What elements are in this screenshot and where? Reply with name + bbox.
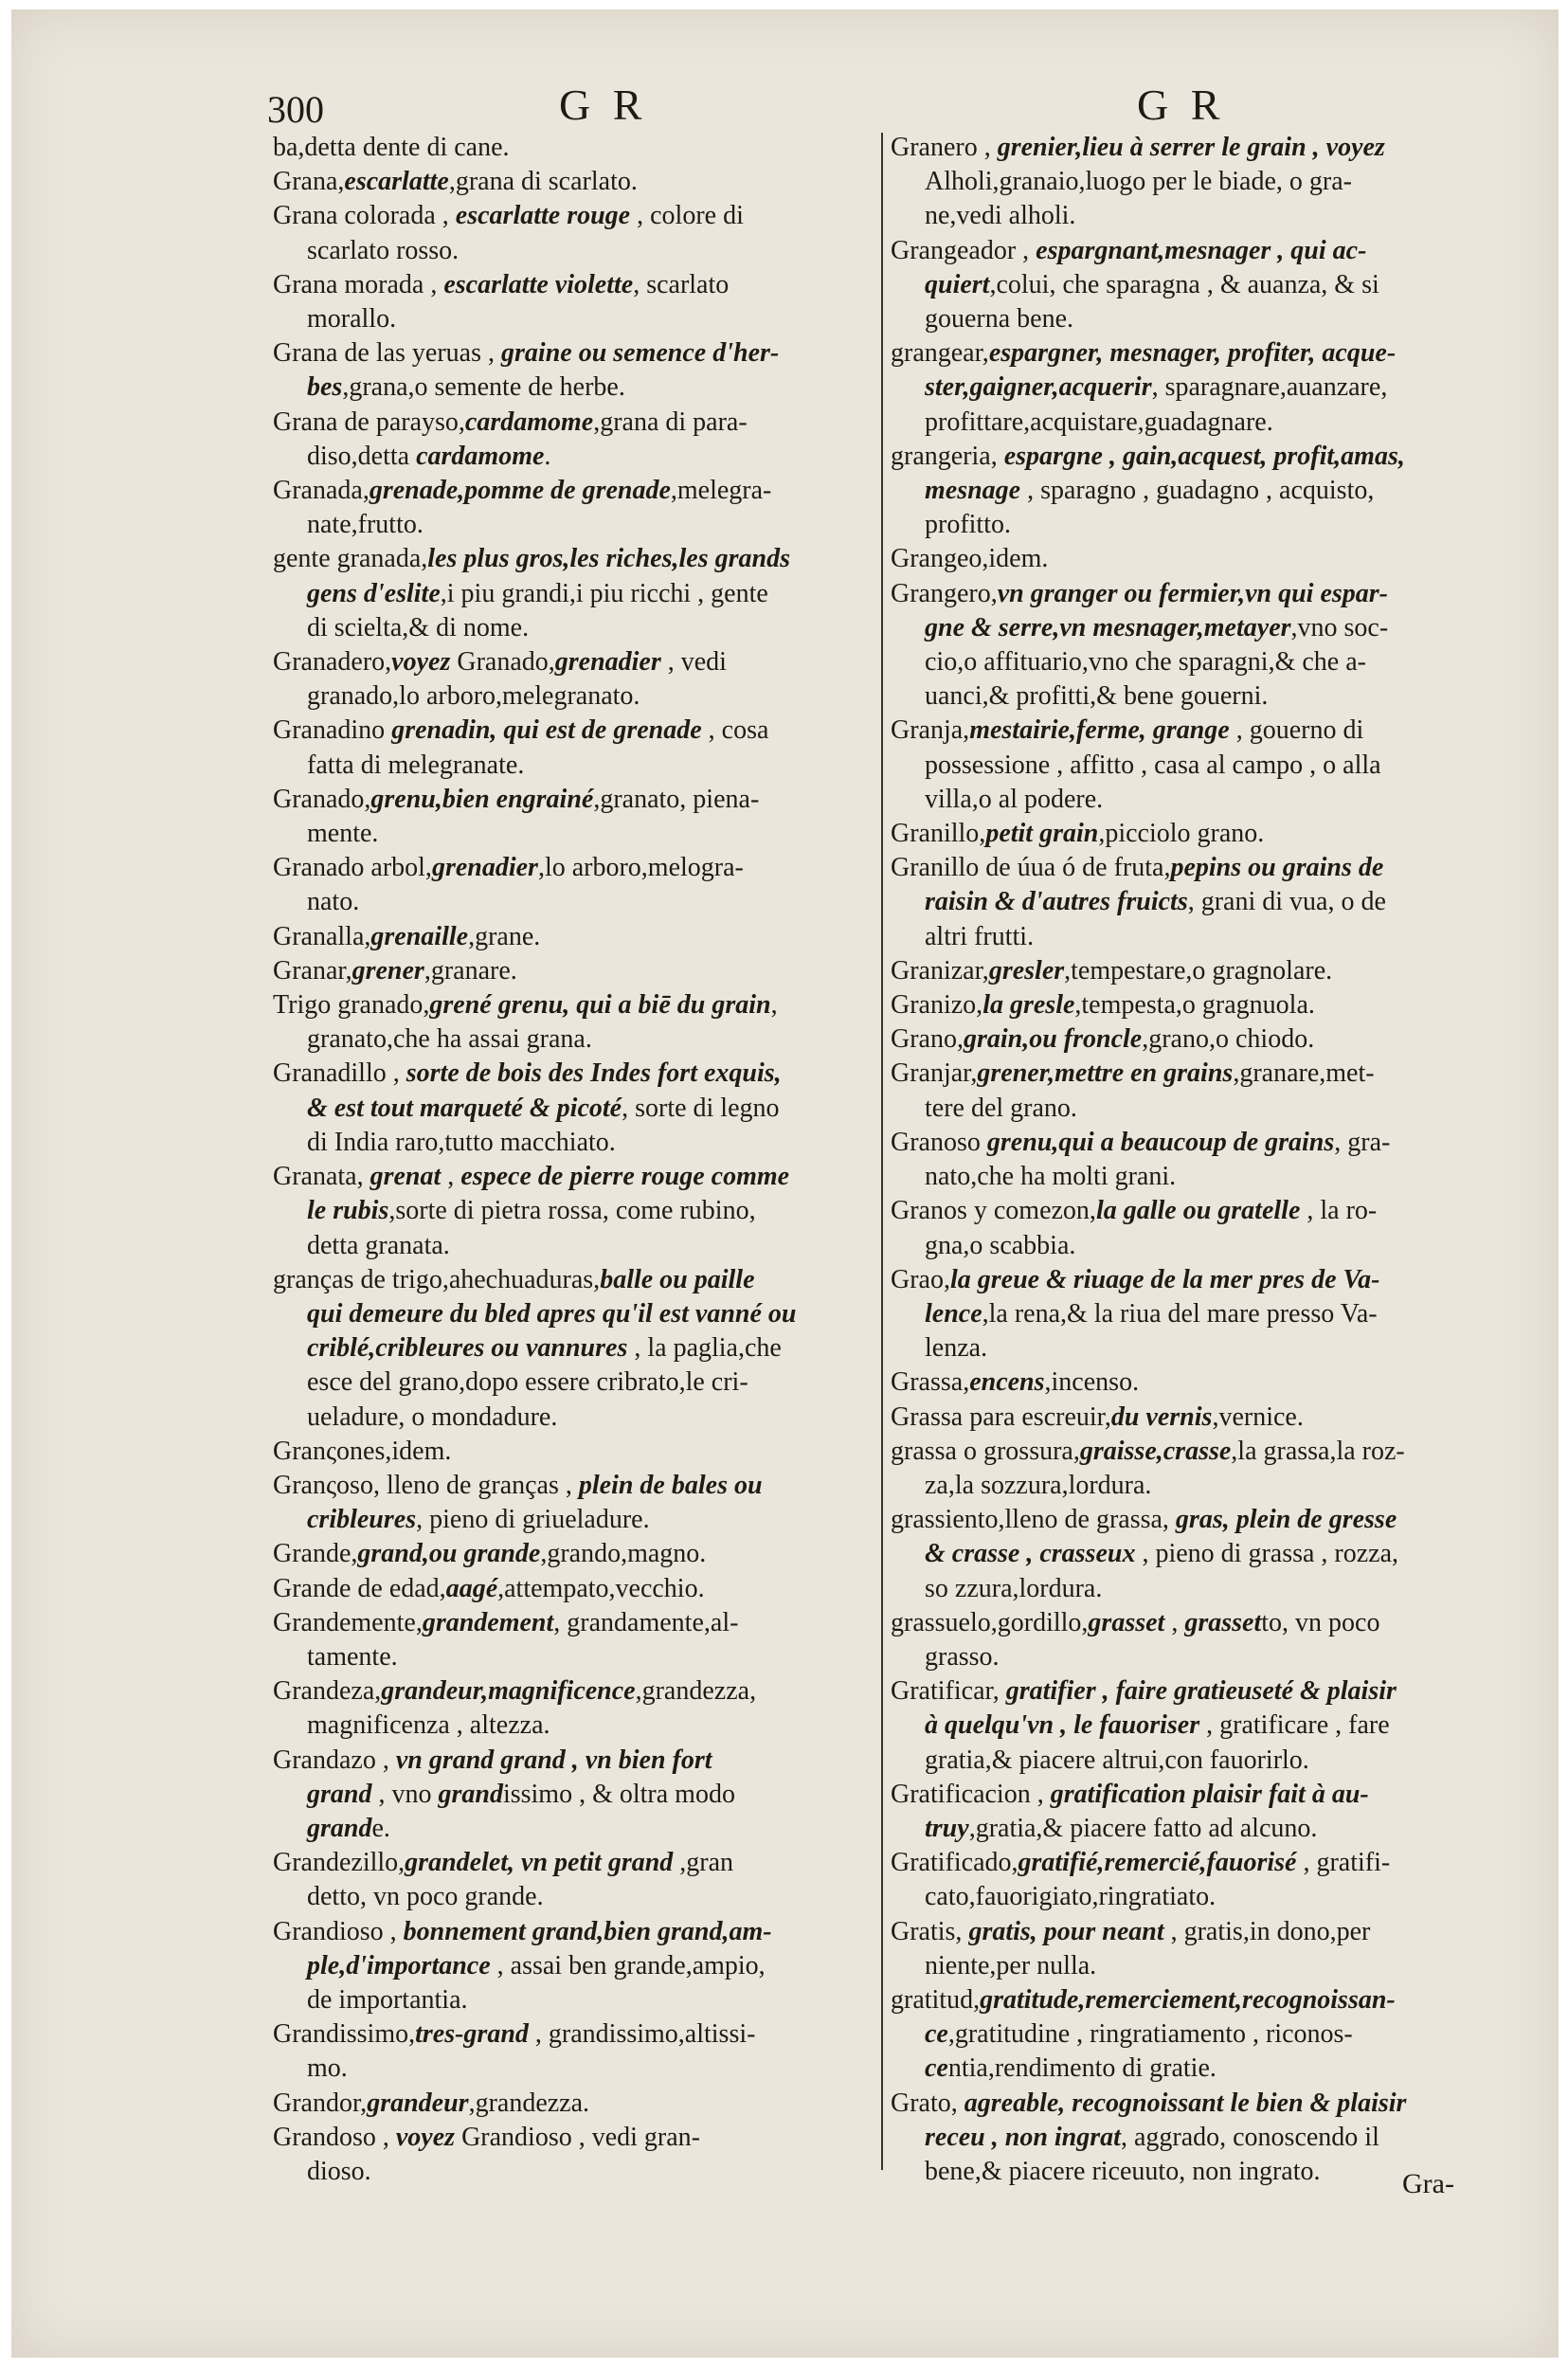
page-number: 300 xyxy=(267,88,324,131)
french-gloss: grenaille xyxy=(370,921,469,951)
dictionary-entry: Grandor,grandeur,grandezza. xyxy=(273,2088,590,2118)
french-gloss: encens xyxy=(969,1367,1045,1398)
french-gloss: quiert xyxy=(925,269,990,299)
dictionary-entry: Granada,grenade,pomme de grenade,melegra- nate,frutto. xyxy=(273,476,772,540)
french-gloss: grenat xyxy=(369,1162,442,1192)
catchword: Gra- xyxy=(1402,2168,1454,2199)
french-gloss: gras, plein de gresse xyxy=(1175,1505,1397,1535)
french-gloss: grasset xyxy=(1088,1607,1165,1637)
french-gloss: graisse,crasse xyxy=(1079,1436,1232,1466)
french-gloss: grener,mettre en grains xyxy=(977,1058,1234,1089)
french-gloss: cardamome xyxy=(416,441,545,471)
dictionary-entry: Grandissimo,tres-grand , grandissimo,altissi- mo. xyxy=(273,2019,756,2084)
french-gloss: grandement xyxy=(422,1607,554,1637)
french-gloss: gne & serre,vn mesnager,metayer xyxy=(925,612,1291,642)
running-header-right: G R xyxy=(1137,81,1226,129)
french-gloss: voyez xyxy=(391,647,451,678)
french-gloss: gratitude,remerciement,recognoissan- xyxy=(980,1984,1396,2015)
dictionary-entry: Grana morada , escarlatte violette, scarlato morallo. xyxy=(273,269,730,335)
french-gloss: grenu,bien engrainé xyxy=(370,784,594,814)
french-gloss: grand xyxy=(438,1779,503,1809)
french-gloss: la galle ou gratelle xyxy=(1095,1196,1301,1226)
dictionary-entry: Granillo,petit grain,picciolo grano. xyxy=(891,819,1265,849)
dictionary-entry: Granero , grenier,lieu à serrer le grain , voyez Alholi,granaio,luogo per le biade, o gra- ne,vedi alholi. xyxy=(891,133,1385,231)
dictionary-entry: Granado arbol,grenadier,lo arboro,melogra- nato. xyxy=(273,853,744,917)
french-gloss: grener xyxy=(351,955,424,986)
french-gloss: grandelet, vn petit grand xyxy=(405,1848,674,1878)
dictionary-entry: Grandazo , vn grand grand , vn bien fort grand , vno grandissimo , & oltra modo grande. xyxy=(273,1745,735,1843)
french-gloss: escarlatte rouge xyxy=(455,201,631,231)
dictionary-entry: Granado,grenu,bien engrainé,granato, piena- mente. xyxy=(273,784,760,849)
french-gloss: grenade,pomme de grenade xyxy=(369,476,671,506)
french-gloss: la greue & riuage de la mer pres de Va- xyxy=(949,1264,1380,1294)
french-gloss: les plus gros,les riches,les grands xyxy=(427,544,790,574)
french-gloss: grandeur,magnificence xyxy=(381,1676,636,1707)
dictionary-entry: grassuelo,gordillo,grasset , grassetto, vn poco grasso. xyxy=(891,1607,1380,1672)
dictionary-entry: Grano,grain,ou froncle,grano,o chiodo. xyxy=(891,1024,1315,1055)
french-gloss: ster,gaigner,acquerir xyxy=(925,372,1152,403)
french-gloss: receu , non ingrat xyxy=(925,2122,1121,2152)
french-gloss: grenier,lieu à serrer le grain , voyez xyxy=(997,133,1385,162)
left-column xyxy=(273,131,879,2189)
french-gloss: criblé,cribleures ou vannures xyxy=(307,1333,628,1364)
dictionary-entry: granças de trigo,ahechuaduras,balle ou paille qui demeure du bled apres qu'il est vanné ou criblé,cribleures ou vannures , la paglia,che esce del grano,dopo essere cribrato,le cri- ueladure, o mondadure. xyxy=(273,1264,797,1432)
dictionary-entry: Granadino grenadin, qui est de grenade , cosa fatta di melegranate. xyxy=(273,715,769,780)
french-gloss: aagé xyxy=(445,1573,498,1603)
dictionary-entry: Grassa para escreuir,du vernis,vernice. xyxy=(891,1402,1304,1432)
dictionary-entry: Trigo granado,grené grenu, qui a biē du grain, granato,che ha assai grana. xyxy=(273,990,778,1055)
french-gloss: truy xyxy=(925,1813,969,1843)
french-gloss: grain,ou froncle xyxy=(963,1024,1143,1055)
french-gloss: & est tout marqueté & picoté xyxy=(307,1093,622,1123)
french-gloss: à quelqu'vn , le fauoriser xyxy=(925,1710,1200,1741)
french-gloss: du vernis xyxy=(1110,1402,1213,1432)
french-gloss: ce xyxy=(925,2053,948,2084)
french-gloss: bes xyxy=(307,372,343,403)
dictionary-entry: Granςones,idem. xyxy=(273,1436,452,1466)
dictionary-entry: grangear,espargner, mesnager, profiter, acque- ster,gaigner,acquerir, sparagnare,auanzare, profittare,acquistare,guadagnare. xyxy=(891,338,1397,437)
french-gloss: gratifié,remercié,fauorisé xyxy=(1018,1848,1297,1878)
french-gloss: ple,d'importance xyxy=(307,1950,491,1980)
dictionary-entry: Granoso grenu,qui a beaucoup de grains, gra- nato,che ha molti grani. xyxy=(891,1127,1391,1192)
dictionary-entry: Gratificar, gratifier , faire gratieuseté & plaisir à quelqu'vn , le fauoriser , gratificare , fare gratia,& piacere altrui,con fauorirlo. xyxy=(891,1676,1397,1775)
dictionary-entry: grassa o grossura,graisse,crasse,la grassa,la roz- za,la sozzura,lordura. xyxy=(891,1436,1405,1500)
french-gloss: ce xyxy=(925,2019,948,2050)
dictionary-entry: Grandeza,grandeur,magnificence,grandezza, magnificenza , altezza. xyxy=(273,1676,757,1741)
french-gloss: tres-grand xyxy=(415,2019,529,2050)
dictionary-entry: ba,detta dente di cane. xyxy=(273,133,510,162)
french-gloss: le rubis xyxy=(307,1196,389,1226)
french-gloss: raisin & d'autres fruicts xyxy=(925,887,1188,917)
french-gloss: gratis, pour neant xyxy=(968,1916,1164,1946)
french-gloss: escarlatte xyxy=(344,167,449,197)
dictionary-entry: Granar,grener,granare. xyxy=(273,955,517,986)
dictionary-entry: Grande de edad,aagé,attempato,vecchio. xyxy=(273,1573,705,1603)
dictionary-entry: Grande,grand,ou grande,grando,magno. xyxy=(273,1539,707,1569)
dictionary-entry: Granos y comezon,la galle ou gratelle , la ro- gna,o scabbia. xyxy=(891,1196,1378,1260)
french-gloss: grand,ou grande xyxy=(357,1539,541,1569)
french-gloss: grasset xyxy=(1184,1607,1262,1637)
french-gloss: espece de pierre rouge comme xyxy=(460,1162,790,1192)
french-gloss: agreable, recognoissant le bien & plaisir xyxy=(964,2088,1407,2118)
dictionary-entry: Granadero,voyez Granado,grenadier , vedi granado,lo arboro,melegranato. xyxy=(273,647,727,712)
french-gloss: lence xyxy=(925,1298,982,1329)
french-gloss: petit grain xyxy=(985,819,1099,849)
french-gloss: sorte de bois des Indes fort exquis, xyxy=(406,1058,782,1089)
column-divider xyxy=(881,133,883,2170)
french-gloss: vn granger ou fermier,vn qui espar- xyxy=(997,578,1388,608)
dictionary-entry: Granizar,gresler,tempestare,o gragnolare. xyxy=(891,955,1333,986)
french-gloss: grené grenu, qui a biē du grain xyxy=(429,990,771,1021)
dictionary-entry: grassiento,lleno de grassa, gras, plein de gresse & crasse , crasseux , pieno di grassa , rozza, so zzura,lordura. xyxy=(891,1505,1399,1603)
dictionary-entry: Grana de parayso,cardamome,grana di para- diso,detta cardamome. xyxy=(273,407,748,471)
french-gloss: gratifier , faire gratieuseté & plaisir xyxy=(1005,1676,1397,1707)
dictionary-entry: grangeria, espargne , gain,acquest, profit,amas, mesnage , sparagno , guadagno , acquisto, profitto. xyxy=(891,441,1405,540)
french-gloss: la gresle xyxy=(982,990,1075,1021)
french-gloss: grenadin, qui est de grenade xyxy=(391,715,702,746)
dictionary-entry: Grangeador , espargnant,mesnager , qui ac- quiert,colui, che sparagna , & auanza, & si gouerna bene. xyxy=(891,235,1379,335)
french-gloss: plein de bales ou xyxy=(578,1470,763,1500)
dictionary-entry: Granjar,grener,mettre en grains,granare,met- tere del grano. xyxy=(891,1058,1375,1123)
dictionary-entry: Grangero,vn granger ou fermier,vn qui espar- gne & serre,vn mesnager,metayer,vno soc- cio,o affituario,vno che sparagni,& che a- uanci,& profitti,& bene gouerni. xyxy=(891,578,1389,712)
dictionary-entry: Granςoso, lleno de granças , plein de bales ou cribleures, pieno di griueladure. xyxy=(273,1470,763,1535)
dictionary-entry: Granillo de úua ó de fruta,pepins ou grains de raisin & d'autres fruicts, grani di vua, o de altri frutti. xyxy=(891,853,1386,951)
dictionary-entry: Grassa,encens,incenso. xyxy=(891,1367,1140,1398)
dictionary-entry: Grandoso , voyez Grandioso , vedi gran- dioso. xyxy=(273,2122,700,2186)
french-gloss: grenadier xyxy=(431,853,538,883)
dictionary-page xyxy=(11,9,1559,2358)
dictionary-entry: Gratificado,gratifié,remercié,fauorisé , gratifi- cato,fauorigiato,ringratiato. xyxy=(891,1848,1391,1912)
french-gloss: pepins ou grains de xyxy=(1170,853,1384,883)
dictionary-entry: Grandioso , bonnement grand,bien grand,am- ple,d'importance , assai ben grande,ampio, de importantia. xyxy=(273,1916,772,2015)
dictionary-entry: Gratis, gratis, pour neant , gratis,in dono,per niente,per nulla. xyxy=(891,1916,1371,1980)
dictionary-entry: Grato, agreable, recognoissant le bien & plaisir receu , non ingrat, aggrado, conoscendo il bene,& piacere riceuuto, non ingrato. xyxy=(891,2088,1407,2186)
dictionary-entry: Grangeo,idem. xyxy=(891,544,1049,574)
dictionary-entry: Grana de las yeruas , graine ou semence d'her- bes,grana,o semente de herbe. xyxy=(273,338,780,403)
french-gloss: grandeur xyxy=(367,2088,469,2118)
french-gloss: graine ou semence d'her- xyxy=(501,338,780,369)
french-gloss: mesnage xyxy=(925,476,1021,506)
french-gloss: gratification plaisir fait à au- xyxy=(1050,1779,1369,1809)
dictionary-entry: gente granada,les plus gros,les riches,les grands gens d'eslite,i piu grandi,i piu ricchi , gente di scielta,& di nome. xyxy=(273,544,790,642)
french-gloss: espargner, mesnager, profiter, acque- xyxy=(988,338,1397,369)
dictionary-entry: Grana,escarlatte,grana di scarlato. xyxy=(273,167,638,197)
dictionary-entry: Granja,mestairie,ferme, grange , gouerno di possessione , affitto , casa al campo , o alla villa,o al podere. xyxy=(891,715,1381,814)
dictionary-entry: Grandemente,grandement, grandamente,al- tamente. xyxy=(273,1607,739,1672)
dictionary-entry: Granizo,la gresle,tempesta,o gragnuola. xyxy=(891,990,1315,1021)
french-gloss: bonnement grand,bien grand,am- xyxy=(403,1916,772,1946)
french-gloss: gresler xyxy=(988,955,1065,986)
french-gloss: cardamome xyxy=(464,407,594,437)
dictionary-entry: Granata, grenat , espece de pierre rouge comme le rubis,sorte di pietra rossa, come rubino, detta granata. xyxy=(273,1162,790,1260)
right-column xyxy=(891,131,1497,2189)
french-gloss: qui demeure du bled apres qu'il est vanné ou xyxy=(307,1298,797,1329)
french-gloss: vn grand grand , vn bien fort xyxy=(395,1745,712,1775)
dictionary-entry: Grandezillo,grandelet, vn petit grand ,gran detto, vn poco grande. xyxy=(273,1848,734,1912)
dictionary-entry: gratitud,gratitude,remerciement,recognoissan- ce,gratitudine , ringratiamento , riconos- centia,rendimento di gratie. xyxy=(891,1984,1396,2084)
french-gloss: voyez xyxy=(395,2122,456,2152)
french-gloss: espargnant,mesnager , qui ac- xyxy=(1036,235,1367,265)
dictionary-entry: Gratificacion , gratification plaisir fait à au- truy,gratia,& piacere fatto ad alcuno. xyxy=(891,1779,1369,1843)
dictionary-entry: Granalla,grenaille,grane. xyxy=(273,921,541,951)
french-gloss: balle ou paille xyxy=(600,1264,755,1294)
french-gloss: & crasse , crasseux xyxy=(925,1539,1136,1569)
french-gloss: gens d'eslite xyxy=(307,578,441,608)
french-gloss: grand xyxy=(307,1813,372,1843)
dictionary-entry: Grao,la greue & riuage de la mer pres de Va- lence,la rena,& la riua del mare presso Va- lenza. xyxy=(891,1264,1380,1364)
dictionary-entry: Grana colorada , escarlatte rouge , colore di scarlato rosso. xyxy=(273,201,744,265)
french-gloss: espargne , gain,acquest, profit,amas, xyxy=(1003,441,1405,471)
french-gloss: cribleures xyxy=(307,1505,417,1535)
french-gloss: grand xyxy=(307,1779,372,1809)
dictionary-entry: Granadillo , sorte de bois des Indes fort exquis, & est tout marqueté & picoté, sorte di legno di India raro,tutto macchiato. xyxy=(273,1058,782,1157)
running-header-left: G R xyxy=(559,81,648,129)
french-gloss: mestairie,ferme, grange xyxy=(969,715,1230,746)
french-gloss: escarlatte violette xyxy=(443,269,634,299)
french-gloss: grenadier xyxy=(554,647,661,678)
french-gloss: grenu,qui a beaucoup de grains xyxy=(986,1127,1335,1157)
